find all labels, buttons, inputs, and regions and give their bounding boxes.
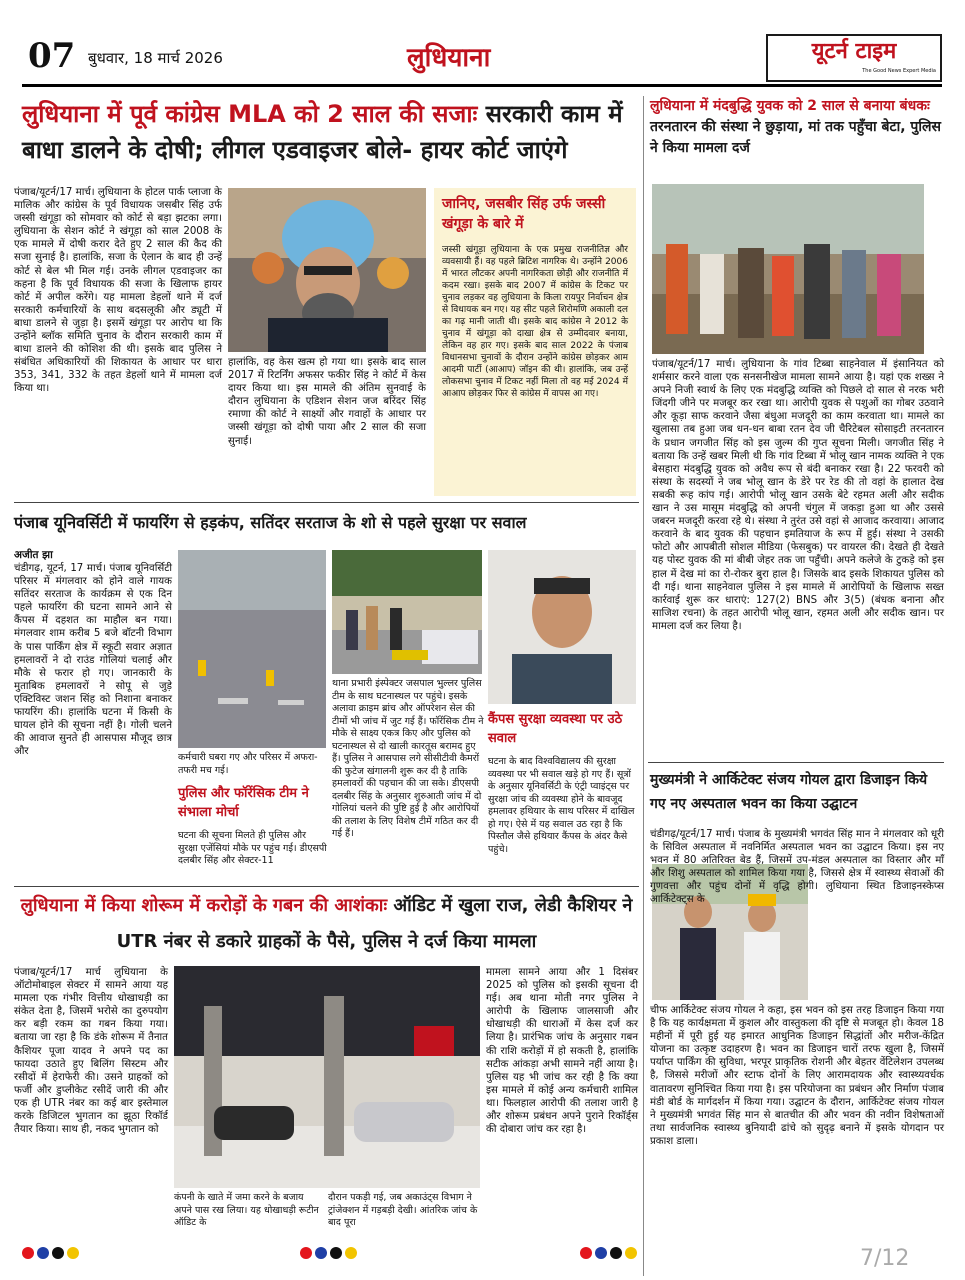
story3-headline: पंजाब यूनिवर्सिटी में फायरिंग से हड़कंप, सतिंदर सरताज के शो से पहले सुरक्षा पर सवाल: [14, 513, 527, 532]
dot: [595, 1247, 607, 1259]
story4-text-b: चीफ आर्किटेक्ट संजय गोयल ने कहा, इस भवन को इस तरह डिजाइन किया गया है कि यह कार्यक्षमता में कुशल और वास्तुकला की दृष्टि से मजबूत हो। केवल 18 महीनों में पूरी हुई यह इमारत आधुनिक डिजाइन सिद्धांतों और मरीज-केंद्रित योजना का उत्कृष्ट उदाहरण है। भवन का डिजाइन चारों तरफ खुला है, जिसमें पर्याप्त पार्किंग की सुविधा, भरपूर प्राकृतिक रोशनी और बेहतर वेंटिलेशन उपलब्ध है, जिससे मरीजों और स्टाफ दोनों के लिए आरामदायक और स्वास्थ्यवर्धक वातावरण सुनिश्चित किया गया है। इस परियोजना का प्रबंधन और निर्माण पंजाब मंडी बोर्ड के मार्गदर्शन में किया गया। उद्घाटन के दौरान, आर्किटेक्ट संजय गोयल ने मुख्यमंत्री भगवंत सिंह मान से बातचीत की और भवन की नवीन विशेषताओं तथा सार्वजनिक स्वास्थ्य बुनियादी ढांचे को सुदृढ़ बनाने में इसके योगदान पर प्रकाश डाला।: [650, 1005, 944, 1147]
info-box-title: जानिए, जसबीर सिंह उर्फ जस्सी खंगूड़ा के बारे में: [442, 196, 606, 232]
story3-photo-right: [488, 550, 636, 704]
dot: [330, 1247, 342, 1259]
masthead-logo: [766, 34, 942, 82]
story-rule-mid: [14, 502, 639, 503]
story1-headline: [22, 96, 637, 184]
story3-col3: थाना प्रभारी इंस्पेक्टर जसपाल भुल्लर पुलिस टीम के साथ घटनास्थल पर पहुंचे। इसके अलावा क्राइम ब्रांच और ऑपरेशन सेल की टीमों भी जांच में जुट गई हैं। फॉरेंसिक टीम ने मौके से साक्ष्य एकत्र किए और पुलिस को घटनास्थल से दो खाली कारतूस बरामद हुए हैं। पुलिस ने आसपास लगे सीसीटीवी कैमरों की फुटेज खंगालनी शुरू कर दी है ताकि हमलावरों की पहचान की जा सके। डीएसपी दलबीर सिंह के अनुसार शुरुआती जांच में दो गोलियां चलने की पुष्टि हुई है और आरोपियों की तलाश के लिए विशेष टीमें गठित कर दी गई हैं।: [332, 678, 484, 839]
story5-col4: मामला सामने आया और 1 दिसंबर 2025 को पुलिस को इसकी सूचना दी गई। अब थाना मोती नगर पुलिस ने आरोपी के खिलाफ जालसाजी और धोखाधड़ी की धाराओं में केस दर्ज कर लिया है। प्रारंभिक जांच के अनुसार गबन की राशि करोड़ों में हो सकती है, हालांकि सटीक आंकड़ा अभी सामने नहीं आया है। पुलिस यह भी जांच कर रही है कि क्या इस मामले में कोई अन्य कर्मचारी शामिल था। फिलहाल आरोपी की तलाश जारी है और शोरूम प्रबंधन अपने पुराने रिकॉर्ड्स की दोबारा जांच कर रहा है।: [486, 967, 638, 1136]
story2-photo: [652, 184, 924, 354]
story5-col1: पंजाब/यूटर्न/17 मार्च लुधियाना के ऑटोमोबाइल सेक्टर में सामने आया यह मामला एक गंभीर वित्तीय धोखाधड़ी का संकेत देता है, जिसमें भरोसे का दुरुपयोग कर बड़ी रकम का गबन किया गया। बताया जा रहा है कि डंके शोरूम में तैनात कैशियर पूजा यादव ने अपने पद का फायदा उठाते हुए बिलिंग सिस्टम और रसीदों में हेराफेरी की। उसने ग्राहकों को फर्जी और डुप्लीकेट रसीदें जारी की और एक ही UTR नंबर का कई बार इस्तेमाल करके डिजिटल भुगतान का झूठा रिकॉर्ड तैयार किया। साथ ही, नकद भुगतान को: [14, 967, 168, 1136]
story2-headline: [650, 96, 942, 180]
story1-headline-red: लुधियाना में पूर्व कांग्रेस MLA को 2 साल की सजाः: [22, 100, 478, 128]
dot: [610, 1247, 622, 1259]
story1-col2: हालांकि, वह केस खत्म हो गया था। इसके बाद साल 2017 में रिटर्निंग अफसर फकीर सिंह ने कोर्ट में केस दायर किया था। इस मामले की अंतिम सुनवाई के दौरान लुधियाना के एडिशन सेशन जज बरिंदर सिंह रमाणा की कोर्ट ने साक्ष्यों और गवाहों के आधार पर जस्सी खंगूड़ा को दोषी पाया और 2 साल की सजा सुनाई।: [228, 357, 426, 447]
dot: [315, 1247, 327, 1259]
story4-text-a: चंडीगढ़/यूटर्न/17 मार्च। पंजाब के मुख्यमंत्री भगवंत सिंह मान ने मंगलवार को धूरी के सिविल अस्पताल में नवनिर्मित अस्पताल भवन का उद्घाटन किया। इस नए भवन में 80 अतिरिक्त बेड हैं, जिसमें उप-मंडल अस्पताल का विस्तार और माँ और शिशु अस्पताल को शामिल किया गया है, जिससे क्षेत्र में स्वास्थ्य सेवाओं की गुणवत्ता और पहुंच दोनों में वृद्धि होगी। लुधियाना स्थित डिजाइनस्केप्स आर्किटेक्ट्स के: [650, 829, 944, 906]
dot: [345, 1247, 357, 1259]
story-rule-right: [648, 762, 944, 763]
story3-subhead: पुलिस और फॉरेंसिक टीम ने संभाला मोर्चा: [178, 786, 309, 820]
story5-headline-dark: ऑडिट में खुला राज, लेडी कैशियर ने UTR नंबर से डकारे ग्राहकों के पैसे, पुलिस ने दर्ज किया मामला: [116, 895, 633, 952]
dot: [625, 1247, 637, 1259]
info-box-text: जस्सी खंगूड़ा लुधियाना के एक प्रमुख राजनीतिज्ञ और व्यवसायी हैं। वह पहले ब्रिटिश नागरिक थे। उन्होंने 2006 में भारत लौटकर अपनी नागरिकता छोड़ी और राजनीति में कदम रखा। इसके बाद 2007 में कांग्रेस के टिकट पर चुनाव लड़कर वह लुधियाना के किला रायपुर निर्वाचन क्षेत्र से विधायक बन गए। यह सीट पहले शिरोमणि अकाली दल का गढ़ मानी जाती थी। इसके बाद कांग्रेस ने 2012 के चुनाव में खंगूड़ा को दाखा क्षेत्र से उम्मीदवार बनाया, लेकिन वह हार गए। इसके बाद साल 2022 के पंजाब विधानसभा चुनावों के दौरान उन्होंने कांग्रेस छोड़कर आम आदमी पार्टी (आआप) जॉइन की थी। हालांकि, जब उन्हें लोकसभा चुनाव में टिकट नहीं मिला तो वह मई 2024 में आआप छोड़कर फिर से कांग्रेस में वापस आ गए।: [442, 245, 628, 399]
story1-col1: पंजाब/यूटर्न/17 मार्च। लुधियाना के होटल पार्क प्लाजा के मालिक और कांग्रेस के पूर्व विधायक जसबीर सिंह उर्फ जस्सी खंगूड़ा को सोमवार को कोर्ट से बड़ा झटका लगा। लुधियाना के सेशन कोर्ट ने खंगूड़ा को साल 2008 के एक मामले में दोषी करार देते हुए 2 साल की कैद की सजा सुनाई है। हालांकि, सजा के ऐलान के बाद ही उन्हें कोर्ट से बेल भी मिल गई। उनके लीगल एडवाइजर का कहना है कि पूर्व विधायक की सजा के खिलाफ हायर कोर्ट में अपील करेंगे। यह मामला डेहलों थाने में दर्ज सरकारी कर्मचारियों के साथ बदसलूकी और ड्यूटी में बाधा डालने से जुड़ा है। इसमें खंगूड़ा पर आरोप था कि उन्होंने ब्लॉक समिति चुनाव के दौरान सरकारी काम में बाधा डालने की कोशिश की थी। इसके बाद पुलिस ने संबंधित अधिकारियों की शिकायत के आधार पर धारा 353, 341, 332 के तहत डेहलों थाने में मामला दर्ज किया था।: [14, 187, 222, 395]
dot: [300, 1247, 312, 1259]
official-portrait-photo: [488, 550, 636, 704]
portrait-photo-image: [228, 188, 426, 352]
story3-byline: अजीत झा: [14, 549, 53, 561]
dot: [52, 1247, 64, 1259]
dot: [22, 1247, 34, 1259]
story5-col3: दौरान पकड़ी गई, जब अकाउंट्स विभाग ने ट्रांजेक्शन में गड़बड़ी देखी। आंतरिक जांच के बाद पूरा: [328, 1192, 478, 1228]
footer-dots-left: [22, 1244, 82, 1263]
masthead: [22, 34, 942, 84]
story1-headline-dark: सरकारी काम में बाधा डालने के दोषी; लीगल एडवाइजर बोले- हायर कोर्ट जाएंगे: [22, 100, 623, 164]
story2-text: पंजाब/यूटर्न/17 मार्च। लुधियाना के गांव टिब्बा साहनेवाल में इंसानियत को शर्मसार करने वाला एक सनसनीखेज मामला सामने आया है। यहां एक शख्स ने अपने निजी स्वार्थ के लिए एक मंदबुद्धि व्यक्ति को पिछले दो साल से नरक भरी जिंदगी जीने पर मजबूर कर रखा था। आरोपी युवक से पशुओं का गोबर उठवाने और कूड़ा साफ करवाने जैसा बंधुआ मजदूरी का काम करवाता था। मामले का खुलासा तब हुआ जब धन-धन बाबा रतन देव जी चैरिटेबल सोसाइटी तरनतारन के प्रधान जगजीत सिंह को इस जुल्म की गुप्त सूचना मिली। जगजीत सिंह ने बताया कि उन्हें खबर मिली थी कि गांव टिब्बा में भोलू खान नामक व्यक्ति ने एक बेसहारा मंदबुद्धि युवक को अवैध रूप से बंदी बनाकर रखा है। 22 फरवरी को संस्था के सदस्यों ने जब भोलू खान के डेरे पर रेड की तो वहां के हालात देख सबकी रूह कांप गई। आरोपी भोलू खान उसके बेटे रहमत अली और सदीक खान ने उस मासूम मंदबुद्धि को अपनी चंगुल में जकड़ा हुआ था और उससे जबरन मजदूरी करवा रहे थे। संस्था ने तुरंत उसे वहां से आजाद करवाया। आजाद करवाने के बाद युवक की पहचान इमतियाज के रूप में हुई। संस्था ने उसकी फोटो और आपबीती सोशल मीडिया (फेसबुक) पर वायरल की। देखते ही देखते यह पोस्ट युवक की मां बीबी जेहर तक जा पहुँची। अपने कलेजे के टुकड़े को इस हाल में देख मां का रो-रोकर बुरा हाल है। जिसके बाद इसके शिकायत पुलिस को दी गई। थाना साहनेवाल पुलिस ने इस मामले में आरोपियों के खिलाफ सख्त कार्रवाई शुरू कर धाराएं: 127(2) BNS और 3(5) (बंधक बनाना और साजिश रचना) के तहत आरोपी भोलू खान, रहमत अली और सदीक खान। पर मामला दर्ज कर लिया है।: [652, 359, 944, 632]
village-crowd-photo: [652, 184, 924, 354]
story3-col4: घटना के बाद विश्वविद्यालय की सुरक्षा व्यवस्था पर भी सवाल खड़े हो गए हैं। सूत्रों के अनुसार यूनिवर्सिटी के एंट्री प्वाइंट्स पर सुरक्षा जांच की व्यवस्था होने के बावजूद हमलावर हथियार के साथ परिसर में दाखिल हो गए। ऐसे में यह सवाल उठ रहा है कि पिस्तौल जैसे हथियार कैंपस के अंदर कैसे पहुंचे।: [488, 756, 635, 855]
dot: [67, 1247, 79, 1259]
story5-col2: कंपनी के खाते में जमा करने के बजाय अपने पास रख लिया। यह धोखाधड़ी रूटीन ऑडिट के: [174, 1192, 319, 1228]
story3-col2: कर्मचारी घबरा गए और परिसर में अफरा-तफरी मच गई।: [178, 752, 318, 776]
showroom-photo: [174, 966, 480, 1188]
story-divider: [643, 96, 644, 1276]
police-team-photo: [332, 550, 482, 674]
story-rule-bottom: [14, 886, 639, 887]
logo-tagline: The Good News Expert Media: [862, 68, 936, 74]
story4-text-a-cont: [812, 864, 944, 1004]
page-counter: 7/12: [860, 1246, 910, 1271]
story3-photo-left: [178, 550, 326, 748]
footer-dots-center2: [580, 1244, 640, 1263]
story2-headline-dark: तरनतारन की संस्था ने छुड़ाया, मां तक पहुँचा बेटा, पुलिस ने किया मामला दर्ज: [650, 119, 941, 156]
story4-headline: मुख्यमंत्री ने आर्किटेक्ट संजय गोयल द्वारा डिजाइन किये गए नए अस्पताल भवन का किया उद्घाटन: [650, 772, 928, 812]
story3-col2b: घटना की सूचना मिलते ही पुलिस और सुरक्षा एजेंसियां मौके पर पहुंच गई। डीएसपी दलबीर सिंह और सेक्टर-11: [178, 830, 327, 866]
story2-headline-red: लुधियाना में मंदबुद्धि युवक को 2 साल से बनाया बंधकः: [650, 98, 930, 114]
page-number: 07: [28, 36, 76, 76]
story5-headline: [14, 888, 639, 964]
footer-dots-center: [300, 1244, 360, 1263]
story3-col1: चंडीगढ़, यूटर्न, 17 मार्च। पंजाब यूनिवर्सिटी परिसर में मंगलवार को होने वाले गायक सतिंदर सरताज के कार्यक्रम से एक दिन पहले फायरिंग की घटना सामने आने से कैंपस में दहशत का माहौल बन गया। मंगलवार शाम करीब 5 बजे बॉटनी विभाग के पास पार्किंग क्षेत्र में स्कूटी सवार अज्ञात हमलावरों ने दो राउंड गोलियां चलाई और मौके से फरार हो गए। जानकारी के मुताबिक हमलावरों ने सोपू से जुड़े एक्टिविस्ट जशन सिंह को निशाना बनाकर फायरिंग की। हालांकि घटना में किसी के घायल होने की सूचना नहीं है। गोली चलने की आवाज सुनते ही आसपास मौजूद छात्र और: [14, 563, 172, 758]
logo-text: यूटर्न टाइम: [811, 39, 897, 64]
issue-date: बुधवार, 18 मार्च 2026: [88, 49, 223, 67]
story1-info-box: [434, 188, 636, 496]
story5-headline-red: लुधियाना में किया शोरूम में करोड़ों के गबन की आशंकाः: [20, 895, 388, 916]
story5-photo: [174, 966, 480, 1188]
story3-photo-mid: [332, 550, 482, 674]
masthead-rule: [22, 84, 942, 87]
story3-subhead2: कैंपस सुरक्षा व्यवस्था पर उठे सवाल: [488, 712, 623, 746]
dot: [580, 1247, 592, 1259]
story1-photo: [228, 188, 426, 352]
dot: [37, 1247, 49, 1259]
crime-scene-photo: [178, 550, 326, 748]
section-title: लुधियाना: [407, 43, 491, 73]
